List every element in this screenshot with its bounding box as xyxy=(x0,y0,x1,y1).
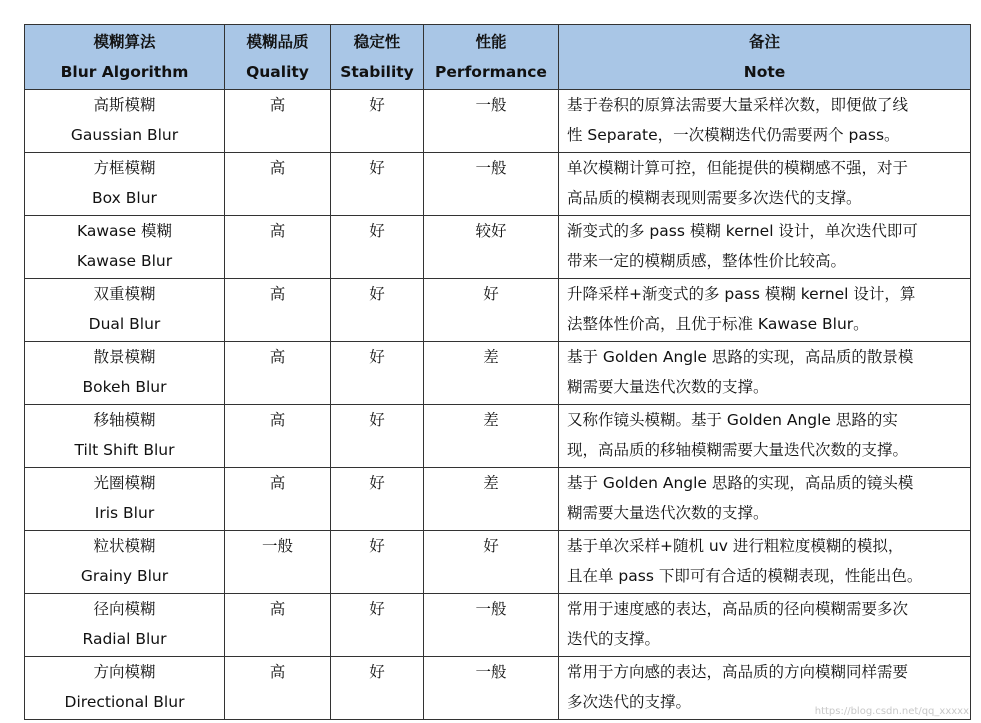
table-row xyxy=(25,594,971,657)
cell-algorithm: 方向模糊 Directional Blur xyxy=(25,657,225,720)
cell-performance: 好 xyxy=(424,279,559,342)
cell-note: 渐变式的多 pass 模糊 kernel 设计，单次迭代即可 带来一定的模糊质感，整体性价比较高。 xyxy=(559,216,971,279)
cell-note: 常用于速度感的表达，高品质的径向模糊需要多次 迭代的支撑。 xyxy=(559,594,971,657)
table-row xyxy=(25,405,971,468)
header-note: 备注 Note xyxy=(559,25,971,90)
blur-algorithm-table xyxy=(24,24,971,720)
cell-note: 升降采样+渐变式的多 pass 模糊 kernel 设计，算 法整体性价高，且优于标准 Kawase Blur。 xyxy=(559,279,971,342)
cell-stability: 好 xyxy=(331,153,424,216)
header-stability: 稳定性 Stability xyxy=(331,25,424,90)
cell-stability: 好 xyxy=(331,531,424,594)
cell-algorithm: 双重模糊 Dual Blur xyxy=(25,279,225,342)
cell-performance: 差 xyxy=(424,468,559,531)
cell-quality: 高 xyxy=(225,279,331,342)
cell-note: 基于 Golden Angle 思路的实现，高品质的镜头模 糊需要大量迭代次数的支撑。 xyxy=(559,468,971,531)
header-quality: 模糊品质 Quality xyxy=(225,25,331,90)
cell-algorithm: 径向模糊 Radial Blur xyxy=(25,594,225,657)
cell-quality: 高 xyxy=(225,594,331,657)
cell-stability: 好 xyxy=(331,216,424,279)
table-row xyxy=(25,216,971,279)
table-row xyxy=(25,342,971,405)
cell-algorithm: 粒状模糊 Grainy Blur xyxy=(25,531,225,594)
cell-stability: 好 xyxy=(331,279,424,342)
cell-note: 又称作镜头模糊。基于 Golden Angle 思路的实 现，高品质的移轴模糊需要大量迭代次数的支撑。 xyxy=(559,405,971,468)
header-algorithm: 模糊算法 Blur Algorithm xyxy=(25,25,225,90)
table-row xyxy=(25,468,971,531)
cell-algorithm: 移轴模糊 Tilt Shift Blur xyxy=(25,405,225,468)
cell-quality: 高 xyxy=(225,153,331,216)
cell-algorithm: 光圈模糊 Iris Blur xyxy=(25,468,225,531)
cell-note: 常用于方向感的表达，高品质的方向模糊同样需要 多次迭代的支撑。 xyxy=(559,657,971,720)
cell-quality: 高 xyxy=(225,342,331,405)
cell-stability: 好 xyxy=(331,405,424,468)
blur-table-container xyxy=(24,24,970,720)
cell-performance: 差 xyxy=(424,405,559,468)
table-header-row xyxy=(25,25,971,90)
cell-note: 基于单次采样+随机 uv 进行粗粒度模糊的模拟， 且在单 pass 下即可有合适的模糊表现，性能出色。 xyxy=(559,531,971,594)
cell-quality: 高 xyxy=(225,405,331,468)
cell-performance: 一般 xyxy=(424,153,559,216)
cell-quality: 一般 xyxy=(225,531,331,594)
cell-quality: 高 xyxy=(225,657,331,720)
cell-performance: 一般 xyxy=(424,90,559,153)
table-row xyxy=(25,279,971,342)
cell-performance: 较好 xyxy=(424,216,559,279)
table-row xyxy=(25,153,971,216)
cell-algorithm: 散景模糊 Bokeh Blur xyxy=(25,342,225,405)
table-row xyxy=(25,90,971,153)
cell-quality: 高 xyxy=(225,90,331,153)
cell-algorithm: 方框模糊 Box Blur xyxy=(25,153,225,216)
table-row xyxy=(25,531,971,594)
cell-note: 基于 Golden Angle 思路的实现，高品质的散景模 糊需要大量迭代次数的支撑。 xyxy=(559,342,971,405)
cell-stability: 好 xyxy=(331,657,424,720)
cell-performance: 一般 xyxy=(424,594,559,657)
header-performance: 性能 Performance xyxy=(424,25,559,90)
cell-performance: 好 xyxy=(424,531,559,594)
cell-stability: 好 xyxy=(331,342,424,405)
cell-stability: 好 xyxy=(331,468,424,531)
watermark: https://blog.csdn.net/qq_xxxxx xyxy=(814,706,969,717)
cell-performance: 一般 xyxy=(424,657,559,720)
cell-algorithm: 高斯模糊 Gaussian Blur xyxy=(25,90,225,153)
cell-stability: 好 xyxy=(331,594,424,657)
cell-quality: 高 xyxy=(225,216,331,279)
cell-quality: 高 xyxy=(225,468,331,531)
cell-algorithm: Kawase 模糊 Kawase Blur xyxy=(25,216,225,279)
cell-performance: 差 xyxy=(424,342,559,405)
cell-note: 单次模糊计算可控，但能提供的模糊感不强，对于 高品质的模糊表现则需要多次迭代的支撑。 xyxy=(559,153,971,216)
cell-note: 基于卷积的原算法需要大量采样次数，即便做了线 性 Separate，一次模糊迭代仍需要两个 pass。 xyxy=(559,90,971,153)
cell-stability: 好 xyxy=(331,90,424,153)
